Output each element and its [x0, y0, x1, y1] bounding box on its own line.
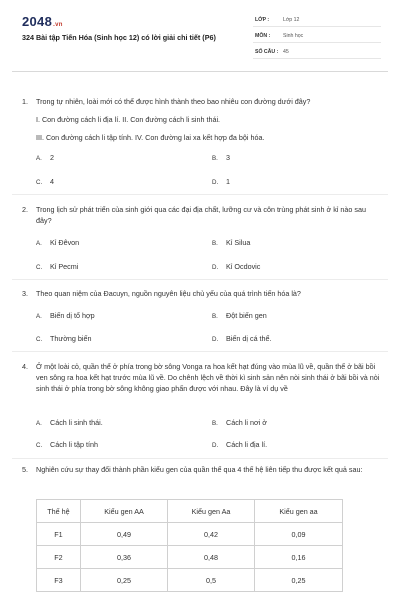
table-cell: 0,25: [81, 569, 168, 592]
table-cell: 0,36: [81, 546, 168, 569]
document-title: 324 Bài tập Tiến Hóa (Sinh học 12) có lời giải chi tiết (P6): [22, 33, 216, 42]
header-divider: [12, 71, 388, 72]
column-header: Thế hệ: [37, 500, 81, 523]
option-b[interactable]: B. Kỉ Silua: [212, 238, 251, 247]
genotype-table: [36, 499, 343, 592]
option-d[interactable]: D. Biến dị cá thể.: [212, 334, 272, 343]
question-separator: [12, 279, 388, 280]
option-c[interactable]: C. Cách li tập tính: [36, 440, 98, 449]
table-cell: F2: [37, 546, 81, 569]
meta-class: LỚP : Lớp 12: [253, 14, 381, 27]
option-d[interactable]: D. Cách li địa lí.: [212, 440, 268, 449]
table-row: [37, 546, 343, 569]
question-1: 1. Trong tự nhiên, loài mới có thể được hình thành theo bao nhiêu con đường dưới đây? I. Con đường cách li địa lí. II. Con đường cách li sinh thái. III. Con đường cách li tập tính. IV. Con đường lai xa kết hợp đa bội hóa.: [22, 96, 382, 143]
site-logo[interactable]: 2048.vn: [22, 14, 63, 29]
table-cell: 0,09: [255, 523, 343, 546]
option-b[interactable]: B. 3: [212, 153, 230, 162]
question-4: 4. Ở một loài cỏ, quần thể ở phía trong bờ sông Vonga ra hoa kết hạt đúng vào mùa lũ về, quần thể ở bãi bồi ven sông ra hoa kết hạt trước mùa lũ về. Do chênh lệch về thời kì sinh sản nên nòi sinh thái ở bãi bồi và nòi sinh thái ở phía trong bờ sông không giao phấn được với nhau. Đây là ví dụ về: [22, 361, 382, 394]
table-cell: F1: [37, 523, 81, 546]
question-stem: Nghiên cứu sự thay đổi thành phần kiểu gen của quần thể qua 4 thế hệ liên tiếp thu được kết quả sau:: [36, 465, 363, 474]
table-cell: 0,48: [168, 546, 255, 569]
option-c[interactable]: C. 4: [36, 177, 54, 186]
table-row: [37, 523, 343, 546]
question-2: 2. Trong lịch sử phát triển của sinh giới qua các đại địa chất, lưỡng cư và côn trùng phát sinh ở kỉ nào sau đây?: [22, 204, 382, 226]
column-header: Kiểu gen Aa: [168, 500, 255, 523]
option-a[interactable]: A. 2: [36, 153, 54, 162]
column-header: Kiểu gen AA: [81, 500, 168, 523]
option-a[interactable]: A. Cách li sinh thái.: [36, 418, 103, 427]
question-stem: Trong tự nhiên, loài mới có thể được hình thành theo bao nhiêu con đường dưới đây?: [36, 97, 311, 106]
question-separator: [12, 458, 388, 459]
table-cell: 0,16: [255, 546, 343, 569]
table-cell: 0,5: [168, 569, 255, 592]
question-stem: Ở một loài cỏ, quần thể ở phía trong bờ sông Vonga ra hoa kết hạt đúng vào mùa lũ về, quần thể ở bãi bồi ven sông ra hoa kết hạt trước mùa lũ về. Do chênh lệch về thời kì sinh sản nên nòi sinh thái ở bãi bồi và nòi sinh thái ở phía trong bờ sông không giao phấn được với nhau. Đây là ví dụ về: [36, 362, 380, 393]
table-row: [37, 569, 343, 592]
question-separator: [12, 351, 388, 352]
question-statement: I. Con đường cách li địa lí. II. Con đường cách li sinh thái.: [36, 115, 221, 124]
meta-subject: MÔN : Sinh học: [253, 30, 381, 43]
question-statement: III. Con đường cách li tập tính. IV. Con đường lai xa kết hợp đa bội hóa.: [36, 133, 265, 142]
option-c[interactable]: C. Thường biến: [36, 334, 92, 343]
question-3: 3. Theo quan niệm của Đacuyn, nguồn nguyên liệu chủ yếu của quá trình tiến hóa là?: [22, 288, 382, 299]
meta-question-count: SỐ CÂU : 45: [253, 46, 381, 59]
option-c[interactable]: C. Kỉ Pecmi: [36, 262, 79, 271]
question-stem: Theo quan niệm của Đacuyn, nguồn nguyên liệu chủ yếu của quá trình tiến hóa là?: [36, 289, 301, 298]
table-cell: 0,25: [255, 569, 343, 592]
table-cell: 0,49: [81, 523, 168, 546]
option-a[interactable]: A. Biến dị tổ hợp: [36, 311, 95, 320]
option-b[interactable]: B. Cách li nơi ở: [212, 418, 267, 427]
table-header-row: [37, 500, 343, 523]
option-b[interactable]: B. Đột biến gen: [212, 311, 267, 320]
table-cell: F3: [37, 569, 81, 592]
column-header: Kiểu gen aa: [255, 500, 343, 523]
option-d[interactable]: D. Kỉ Ocdovic: [212, 262, 261, 271]
question-separator: [12, 194, 388, 195]
page-header: [0, 0, 400, 66]
option-d[interactable]: D. 1: [212, 177, 230, 186]
question-stem: Trong lịch sử phát triển của sinh giới qua các đại địa chất, lưỡng cư và côn trùng phát sinh ở kỉ nào sau đây?: [36, 205, 366, 225]
table-cell: 0,42: [168, 523, 255, 546]
question-5: 5. Nghiên cứu sự thay đổi thành phần kiểu gen của quần thể qua 4 thế hệ liên tiếp thu được kết quả sau:: [22, 464, 382, 475]
option-a[interactable]: A. Kỉ Đêvon: [36, 238, 80, 247]
